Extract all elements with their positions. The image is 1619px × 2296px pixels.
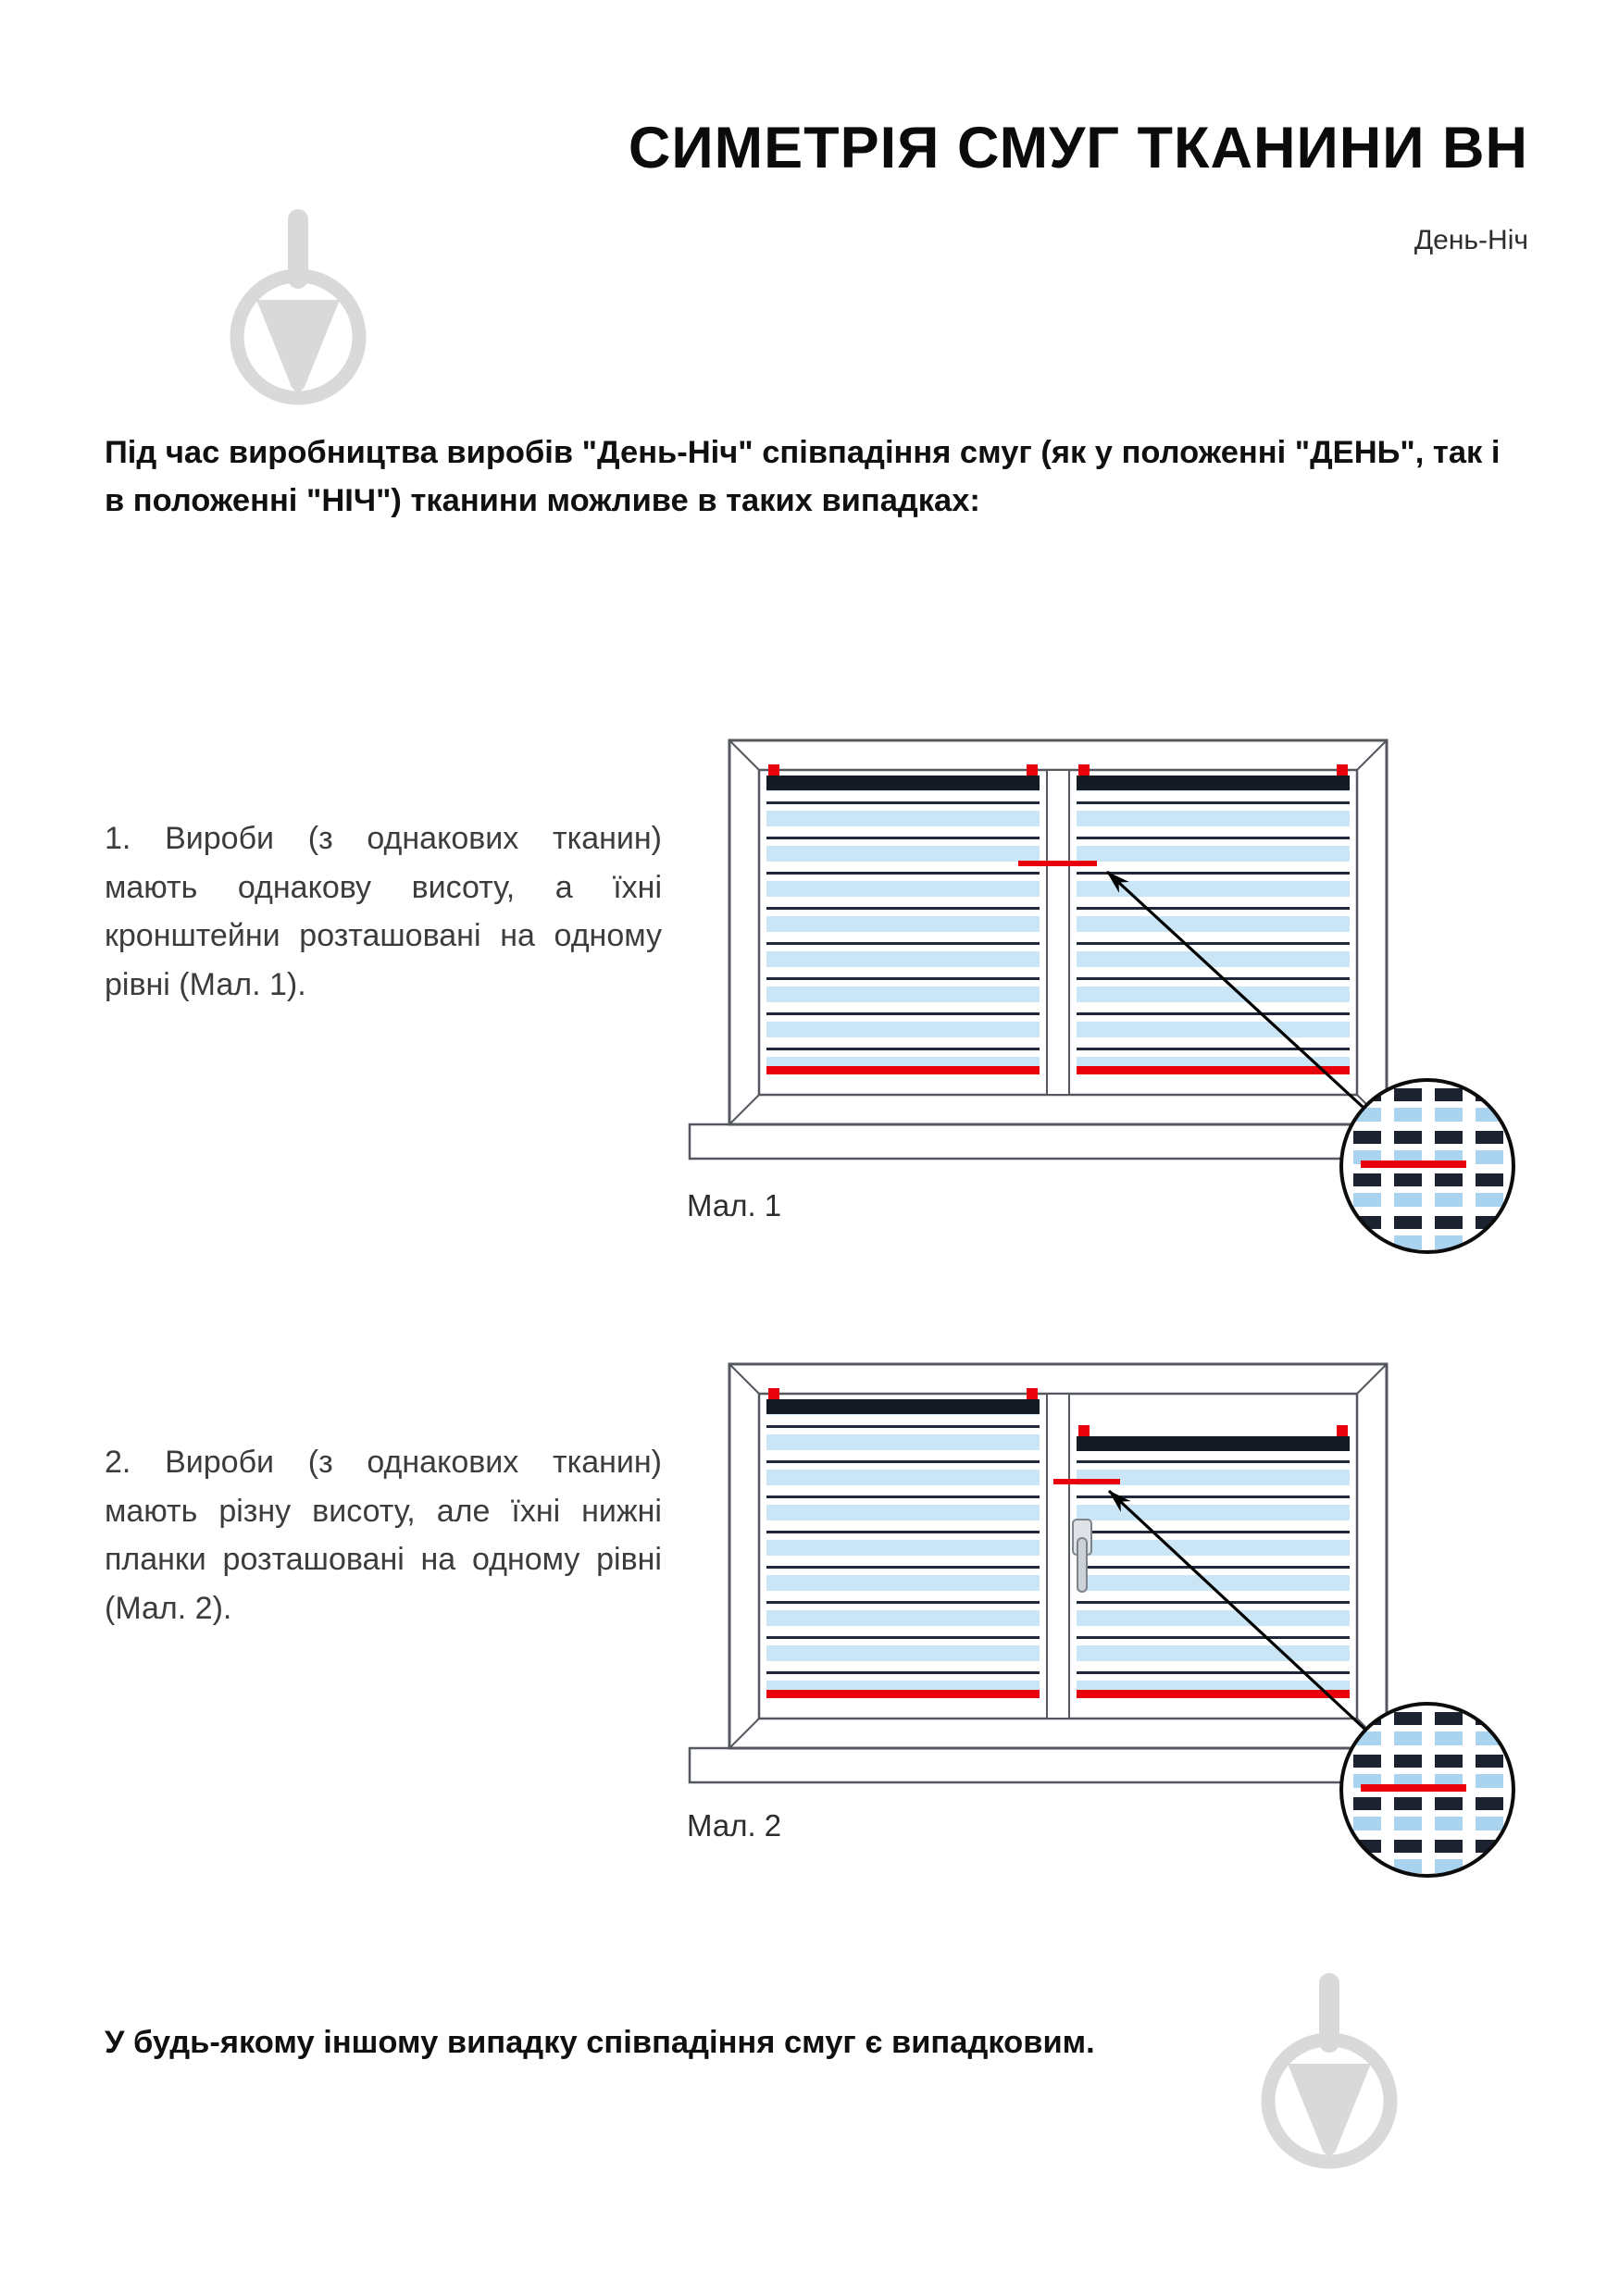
footer-note: У будь-якому іншому випадку співпадіння смуг є випадковим. <box>105 2025 1095 2060</box>
figure-1-illustration <box>674 731 1544 1272</box>
page-title: СИМЕТРІЯ СМУГ ТКАНИНИ ВН <box>628 116 1528 180</box>
figure-2-caption: Мал. 2 <box>687 1808 782 1843</box>
brand-watermark-icon <box>1232 1969 1426 2201</box>
alignment-mark <box>1053 1479 1120 1484</box>
zoom-circle <box>1339 1702 1515 1878</box>
window-sill <box>690 1748 1398 1782</box>
bottom-bar <box>1077 1690 1350 1698</box>
bottom-bar <box>766 1066 1040 1074</box>
bottom-bar <box>766 1690 1040 1698</box>
page-subtitle: День-Ніч <box>1414 225 1528 255</box>
blind-right <box>1077 764 1350 1074</box>
blind-left <box>766 764 1040 1074</box>
brand-watermark-icon <box>201 205 395 437</box>
zoom-circle <box>1339 1078 1515 1254</box>
alignment-mark <box>1018 861 1097 866</box>
window-sill <box>690 1124 1398 1159</box>
bottom-bar <box>1077 1066 1350 1074</box>
blind-left <box>766 1388 1040 1698</box>
intro-paragraph: Під час виробництва виробів "День-Ніч" співпадіння смуг (як у положенні "ДЕНЬ", так і в положенні "НІЧ") тканини можливе в таких випадках: <box>105 435 1501 518</box>
case-2-text: 2. Вироби (з однакових тканин) мають різну висоту, але їхні нижні планки розташовані на одному рівні (Мал. 2). <box>105 1445 662 1627</box>
blind-right <box>1077 1425 1350 1698</box>
case-1-text: 1. Вироби (з однакових тканин) мають однакову висоту, а їхні кронштейни розташовані на одному рівні (Мал. 1). <box>105 821 662 1003</box>
figure-2-illustration <box>674 1355 1544 1896</box>
figure-1-caption: Мал. 1 <box>687 1188 782 1222</box>
